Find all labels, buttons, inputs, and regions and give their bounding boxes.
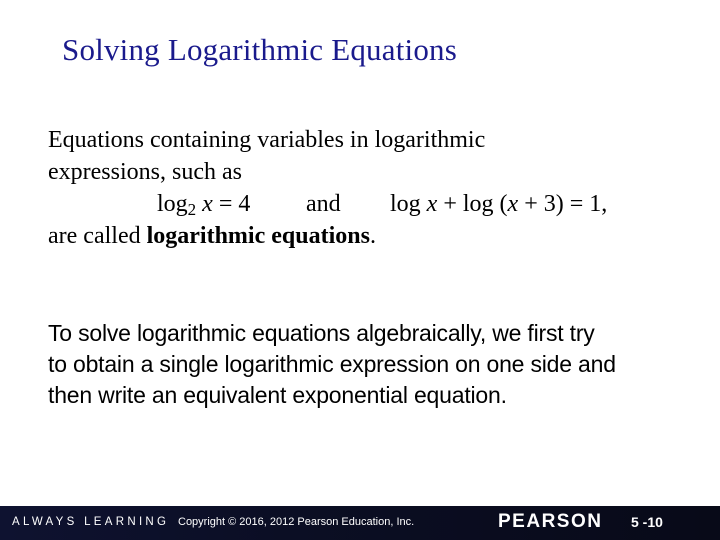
footer-bar: [0, 506, 720, 540]
equation-rhs: = 4: [212, 191, 251, 217]
method-paragraph: [48, 318, 708, 411]
variable-x: x: [426, 191, 438, 217]
method-line-1: To solve logarithmic equations algebraically, we first try: [48, 320, 595, 346]
equation-log2: [157, 188, 250, 220]
eq2-part-3: + 3) = 1,: [518, 191, 608, 217]
intro-line-2: expressions, such as: [48, 159, 242, 185]
intro-line-1: Equations containing variables in logarithmic: [48, 127, 486, 153]
slide-number: 5 -10: [631, 514, 663, 530]
pearson-logo: PEARSON: [498, 511, 603, 532]
method-line-2: to obtain a single logarithmic expression on one side and: [48, 351, 616, 377]
example-equations: [48, 188, 698, 220]
variable-x: x: [202, 191, 213, 217]
line4-prefix: are called: [48, 223, 147, 249]
log-base: 2: [187, 200, 197, 219]
conjunction-and: and: [306, 191, 341, 217]
term-logarithmic-equations: logarithmic equations: [146, 223, 370, 249]
log-text: log: [157, 191, 188, 217]
intro-paragraph: [48, 124, 698, 252]
slide-title: Solving Logarithmic Equations: [62, 32, 457, 67]
footer-tagline: ALWAYS LEARNING: [12, 516, 170, 528]
equation-log-sum: [390, 188, 607, 220]
eq2-part-1: log: [390, 191, 427, 217]
eq2-part-2: + log (: [437, 191, 508, 217]
line4-suffix: .: [369, 223, 376, 249]
footer-copyright: Copyright © 2016, 2012 Pearson Education, Inc.: [178, 516, 415, 528]
intro-line-4: [48, 220, 698, 252]
variable-x: x: [507, 191, 519, 217]
method-line-3: then write an equivalent exponential equation.: [48, 382, 507, 408]
